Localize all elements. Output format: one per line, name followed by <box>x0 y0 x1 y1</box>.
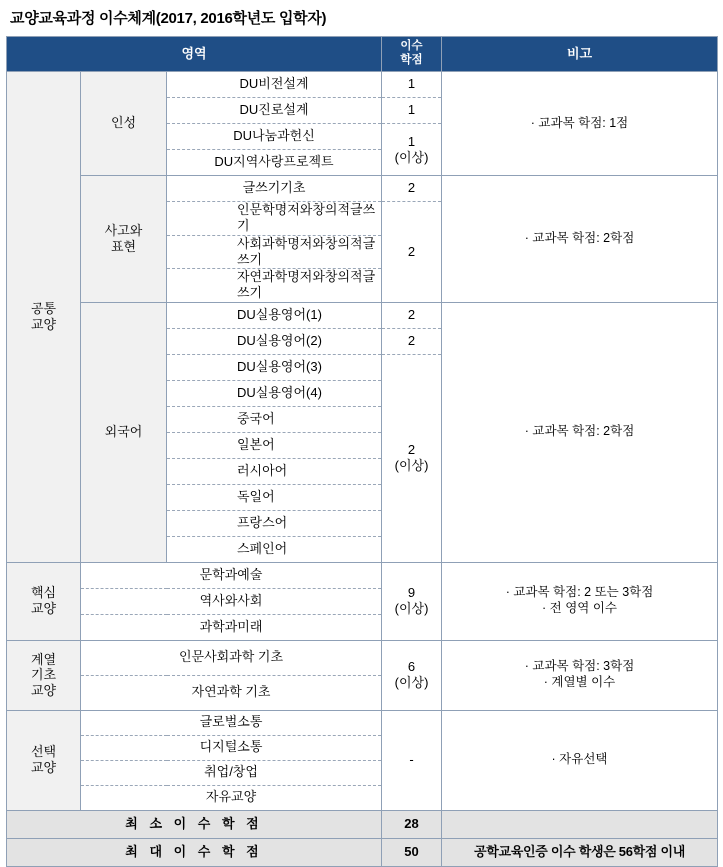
credit-value: - <box>382 710 442 810</box>
note-cell: · 자유선택 <box>442 710 718 810</box>
min-credit-value: 28 <box>382 810 442 838</box>
max-credit-label: 최 대 이 수 학 점 <box>7 838 382 866</box>
header-credit <box>382 37 442 72</box>
table-row-max-total <box>7 838 718 866</box>
course-name: DU실용영어(1) <box>167 302 382 328</box>
area-elective: 선택 교양 <box>7 710 81 810</box>
min-credit-label: 최 소 이 수 학 점 <box>7 810 382 838</box>
max-credit-note: 공학교육인증 이수 학생은 56학점 이내 <box>442 838 718 866</box>
table-row <box>7 72 718 98</box>
course-name: 러시아어 <box>167 458 382 484</box>
course-name: 프랑스어 <box>167 510 382 536</box>
course-name: 독일어 <box>167 484 382 510</box>
course-name: 스페인어 <box>167 536 382 562</box>
table-row <box>7 302 718 328</box>
course-name: 자유교양 <box>81 785 382 810</box>
course-name: 사회과학명저와창의적글쓰기 <box>167 235 382 269</box>
credit-value: 1 <box>382 72 442 98</box>
header-credit-line2: 학점 <box>400 54 423 66</box>
course-name: DU실용영어(3) <box>167 354 382 380</box>
note-cell: · 교과목 학점: 3학점 · 계열별 이수 <box>442 640 718 710</box>
course-name: 글로벌소통 <box>81 710 382 735</box>
note-cell: · 교과목 학점: 1점 <box>442 72 718 176</box>
course-name: 과학과미래 <box>81 614 382 640</box>
course-name: DU나눔과헌신 <box>167 124 382 150</box>
credit-value: 1 (이상) <box>382 124 442 176</box>
table-header <box>7 37 718 72</box>
area-core: 핵심 교양 <box>7 562 81 640</box>
subarea-insung: 인성 <box>81 72 167 176</box>
table-row <box>7 710 718 735</box>
course-name: 취업/창업 <box>81 760 382 785</box>
course-name: DU비전설계 <box>167 72 382 98</box>
credit-value: 2 <box>382 328 442 354</box>
course-name: 역사와사회 <box>81 588 382 614</box>
course-name: DU실용영어(4) <box>167 380 382 406</box>
credit-value: 2 <box>382 176 442 202</box>
credit-value: 2 <box>382 302 442 328</box>
course-name: 디지털소통 <box>81 735 382 760</box>
credit-value: 2 (이상) <box>382 354 442 562</box>
note-cell: · 교과목 학점: 2 또는 3학점 · 전 영역 이수 <box>442 562 718 640</box>
subarea-sago: 사고와 표현 <box>81 176 167 303</box>
min-credit-note <box>442 810 718 838</box>
table-row-min-total <box>7 810 718 838</box>
header-credit-line1: 이수 <box>400 40 423 53</box>
area-common: 공통 교양 <box>7 72 81 563</box>
course-name: DU지역사랑프로젝트 <box>167 150 382 176</box>
subarea-foreign: 외국어 <box>81 302 167 562</box>
credit-value: 1 <box>382 98 442 124</box>
area-basic: 계열 기초 교양 <box>7 640 81 710</box>
table-row <box>7 562 718 588</box>
note-cell: · 교과목 학점: 2학점 <box>442 176 718 303</box>
header-area: 영역 <box>7 37 382 72</box>
course-name: 일본어 <box>167 432 382 458</box>
course-name: 인문학명저와창의적글쓰기 <box>167 202 382 236</box>
course-name: 중국어 <box>167 406 382 432</box>
curriculum-table <box>6 36 718 867</box>
course-name: 자연과학명저와창의적글쓰기 <box>167 269 382 303</box>
note-cell: · 교과목 학점: 2학점 <box>442 302 718 562</box>
table-row <box>7 176 718 202</box>
page-title: 교양교육과정 이수체계(2017, 2016학년도 입학자) <box>10 10 327 27</box>
course-name: 자연과학 기초 <box>81 675 382 710</box>
header-note: 비고 <box>442 37 718 72</box>
max-credit-value: 50 <box>382 838 442 866</box>
credit-value: 6 (이상) <box>382 640 442 710</box>
table-row <box>7 640 718 675</box>
credit-value: 2 <box>382 202 442 303</box>
table-body <box>7 72 718 867</box>
course-name: 문학과예술 <box>81 562 382 588</box>
credit-value: 9 (이상) <box>382 562 442 640</box>
course-name: 글쓰기기초 <box>167 176 382 202</box>
course-name: 인문사회과학 기초 <box>81 640 382 675</box>
course-name: DU진로설계 <box>167 98 382 124</box>
course-name: DU실용영어(2) <box>167 328 382 354</box>
